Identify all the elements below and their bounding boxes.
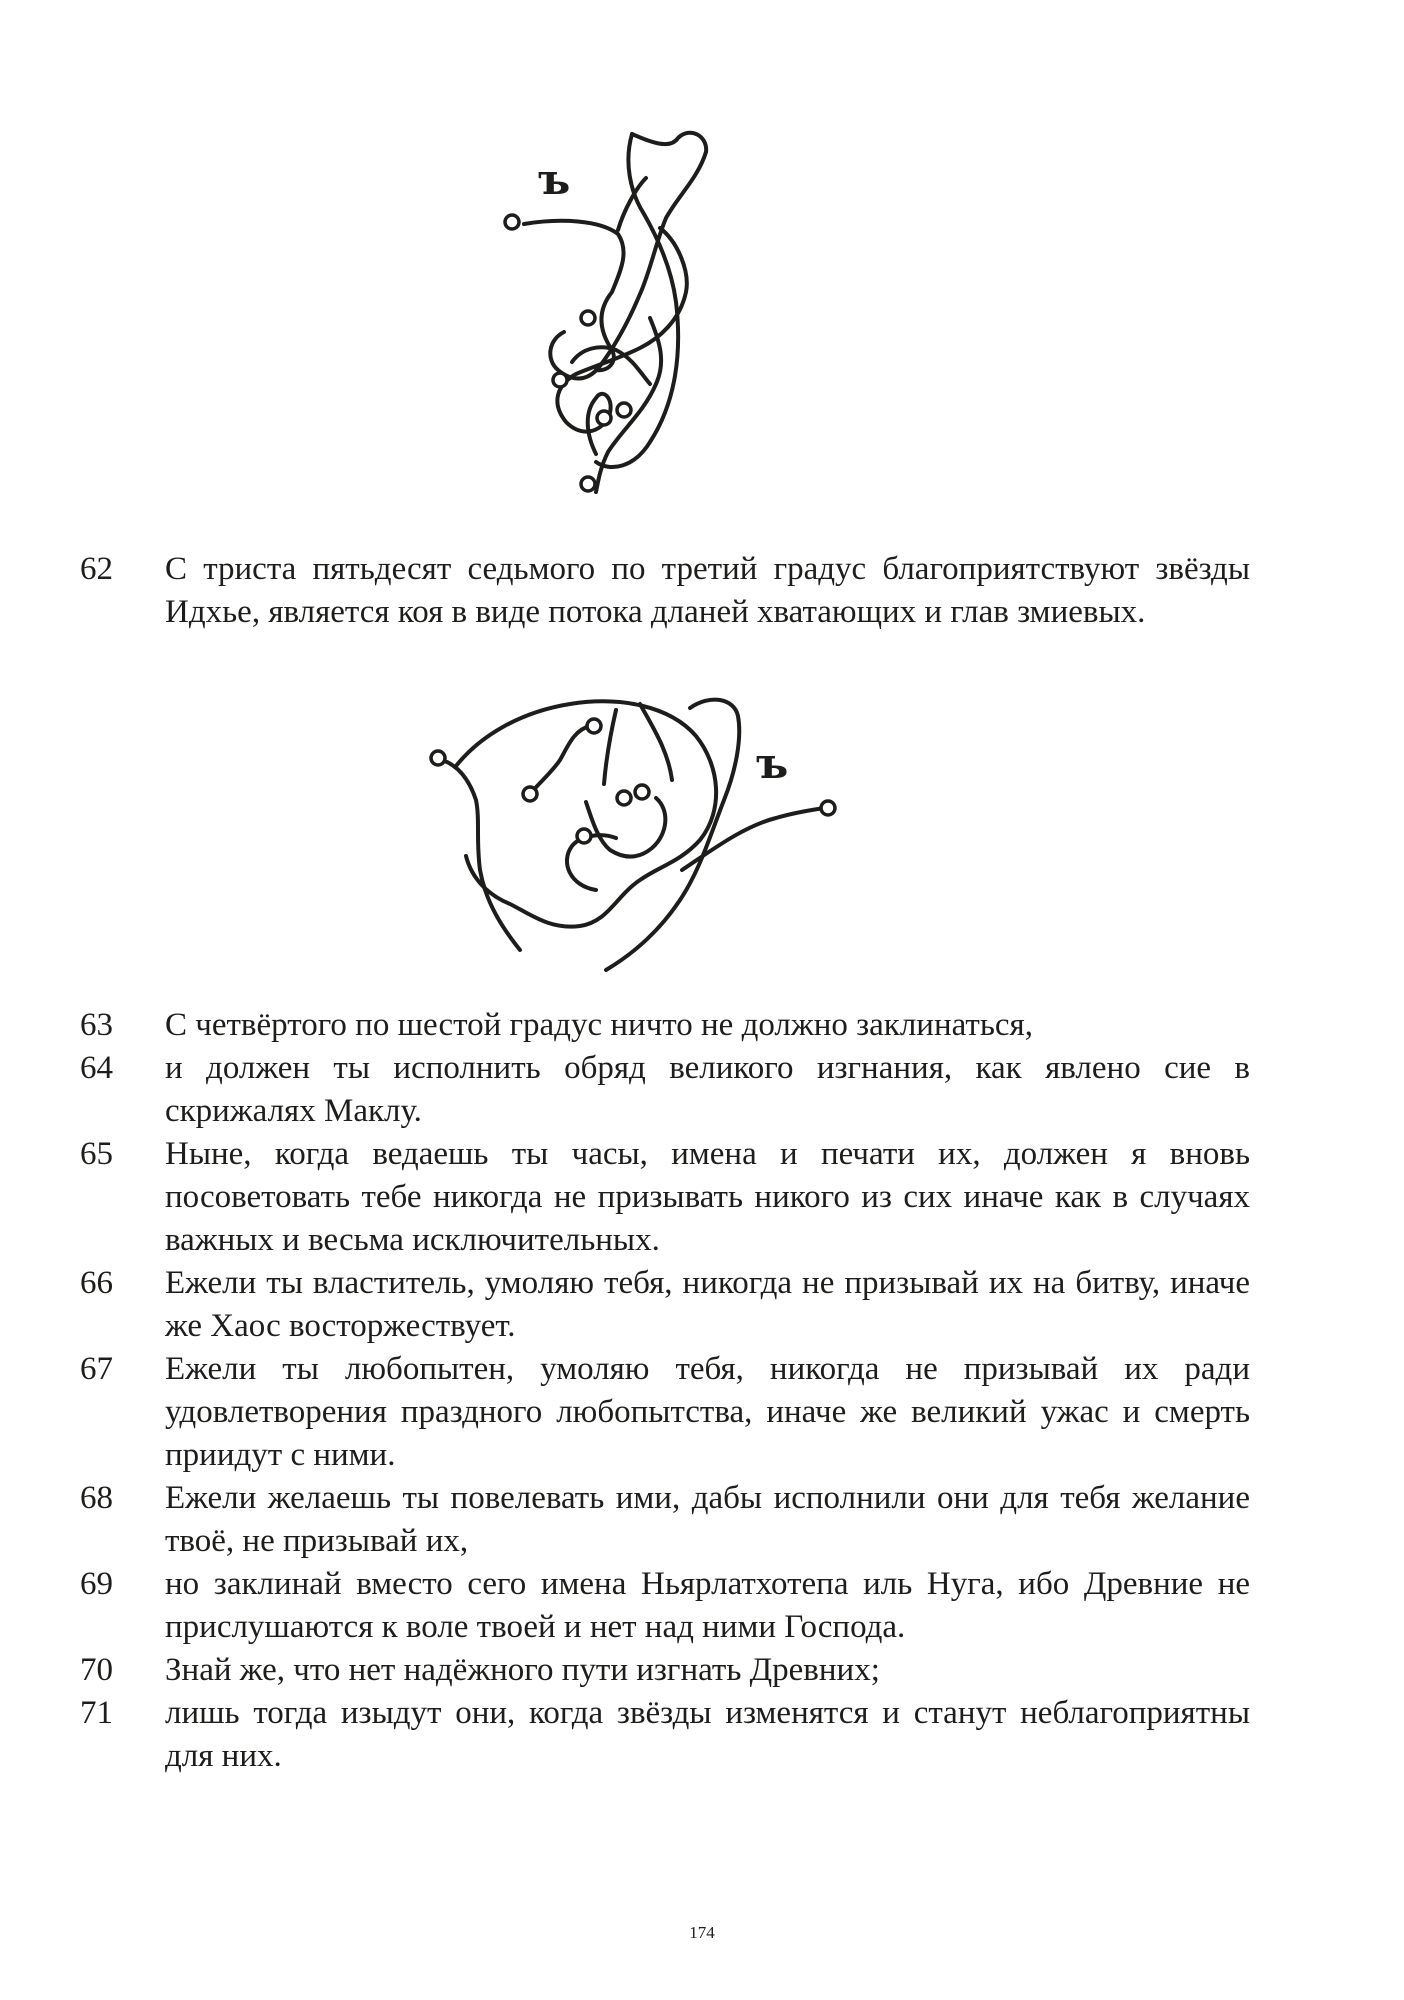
- sigil-glyph: ъ: [756, 739, 789, 788]
- verse-number: 63: [80, 1007, 113, 1043]
- sigil-node: [523, 787, 537, 801]
- sigil-idhye-upper: [500, 122, 760, 502]
- verse-text: Ежели ты любопытен, умоляю тебя, никогда не призывай их ради удовлетворения праздного любопытства, иначе же великий ужас и смерть приидут с ними.: [165, 1351, 1250, 1473]
- sigil-line: [682, 808, 824, 870]
- verse-63: [80, 1004, 1250, 1047]
- sigil-line: [586, 798, 665, 857]
- verse-68: [80, 1477, 1250, 1563]
- page-number: 174: [689, 1923, 715, 1942]
- sigil-node: [597, 411, 611, 425]
- verse-block-upper: [80, 548, 1250, 634]
- sigil-node: [431, 751, 445, 765]
- verse-text: Ежели ты властитель, умоляю тебя, никогда не призывай их на битву, иначе же Хаос восторжествует.: [165, 1265, 1250, 1344]
- verse-text: Знай же, что нет надёжного пути изгнать Древних;: [165, 1652, 880, 1688]
- sigil-node: [617, 403, 631, 417]
- sigil-glyph: ъ: [538, 155, 571, 204]
- sigil-line: [567, 835, 616, 890]
- verse-number: 70: [80, 1652, 113, 1688]
- verse-number: 67: [80, 1351, 113, 1387]
- verse-text: Ныне, когда ведаешь ты часы, имена и печати их, должен я вновь посоветовать тебе никогда не призывать никого из сих иначе как в случаях важных и весьма исключительных.: [165, 1136, 1250, 1258]
- verse-66: [80, 1262, 1250, 1348]
- sigil-node: [505, 215, 519, 229]
- verse-text: Ежели желаешь ты повелевать ими, дабы исполнили они для тебя желание твоё, не призывай их,: [165, 1480, 1250, 1559]
- verse-69: [80, 1563, 1250, 1649]
- verse-70: [80, 1649, 1250, 1692]
- sigil-node: [581, 311, 595, 325]
- sigil-line: [456, 701, 716, 926]
- verse-62: [80, 548, 1250, 634]
- verse-number: 62: [80, 551, 113, 587]
- verse-number: 65: [80, 1136, 113, 1172]
- sigil-node: [577, 829, 591, 843]
- verse-text: С триста пятьдесят седьмого по третий градус благоприятствуют звёзды Идхье, является коя в виде потока дланей хватающих и глав змиевых.: [165, 551, 1250, 630]
- verse-text: С четвёртого по шестой градус ничто не должно заклинаться,: [165, 1007, 1033, 1043]
- sigil-idhye-lower: [420, 690, 860, 990]
- sigil-node: [821, 801, 835, 815]
- verse-67: [80, 1348, 1250, 1477]
- verse-65: [80, 1133, 1250, 1262]
- verse-text: и должен ты исполнить обряд великого изгнания, как явлено сие в скрижалях Маклу.: [165, 1050, 1250, 1129]
- sigil-line: [442, 760, 520, 950]
- sigil-node: [553, 373, 567, 387]
- verse-number: 64: [80, 1050, 113, 1086]
- sigil-node: [587, 719, 601, 733]
- verse-block-lower: [80, 1004, 1250, 1778]
- verse-text: но заклинай вместо сего имена Ньярлатхотепа иль Нуга, ибо Древние не прислушаются к воле твоей и нет над ними Господа.: [165, 1566, 1250, 1645]
- verse-number: 69: [80, 1566, 113, 1602]
- verse-number: 66: [80, 1265, 113, 1301]
- sigil-node: [635, 785, 649, 799]
- verse-71: [80, 1692, 1250, 1778]
- verse-number: 68: [80, 1480, 113, 1516]
- verse-number: 71: [80, 1695, 113, 1731]
- sigil-node: [617, 791, 631, 805]
- verse-text: лишь тогда изыдут они, когда звёзды изменятся и станут неблагоприятны для них.: [165, 1695, 1250, 1774]
- sigil-line: [530, 726, 590, 794]
- sigil-line: [606, 700, 739, 970]
- verse-64: [80, 1047, 1250, 1133]
- sigil-node: [581, 477, 595, 491]
- sigil-line: [604, 710, 616, 784]
